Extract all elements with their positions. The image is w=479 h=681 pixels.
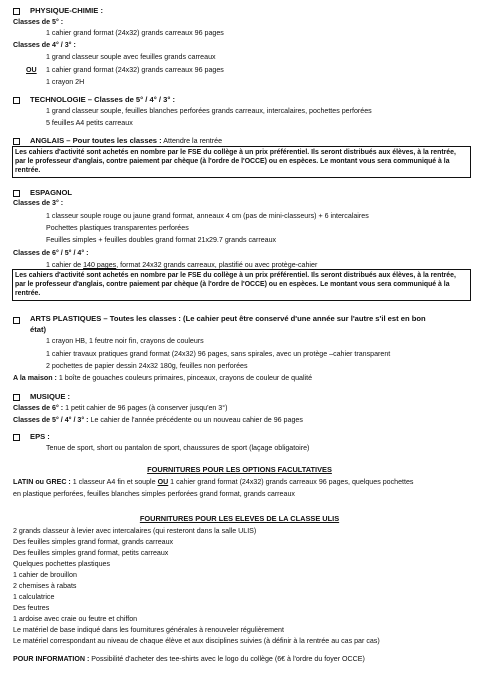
eps-title: EPS : [30, 432, 50, 441]
list-item: Le matériel correspondant au niveau de chaque élève et aux disciplines suivies (à définir à la rentrée au cas par cas) [13, 637, 380, 645]
checkbox-icon [13, 434, 20, 441]
physique-c43-label: Classes de 4° / 3° : [13, 41, 76, 49]
list-item: 2 chemises à rabats [13, 582, 77, 590]
physique-c5-item: 1 cahier grand format (24x32) grands carreaux 96 pages [46, 29, 224, 37]
ulis-heading: FOURNITURES POUR LES ELEVES DE LA CLASSE ULIS [139, 514, 340, 523]
pages-count: 140 pages [83, 261, 117, 269]
physique-title: PHYSIQUE-CHIMIE : [30, 6, 103, 15]
espagnol-c3-item2: Pochettes plastiques transparentes perforées [46, 224, 189, 232]
espagnol-c654-item: 1 cahier de 140 pages, format 24x32 grands carreaux, plastifié ou avec protège-cahier [46, 261, 318, 269]
musique-c6: Classes de 6° : 1 petit cahier de 96 pages (à conserver jusqu'en 3°) [13, 404, 228, 412]
espagnol-c3-item1: 1 classeur souple rouge ou jaune grand format, anneaux 4 cm (pas de mini-classeurs) + 6 intercalaires [46, 212, 369, 220]
anglais-header [30, 136, 222, 146]
list-item: 1 cahier de brouillon [13, 571, 77, 579]
arts-maison: A la maison : 1 boîte de gouaches couleurs primaires, pinceaux, crayons de couleur de qualité [13, 374, 313, 382]
techno-item1: 1 grand classeur souple, feuilles blanches perforées grands carreaux, intercalaires, pochettes perforées [46, 107, 372, 115]
espagnol-c3-item3: Feuilles simples + feuilles doubles grand format 21x29.7 grands carreaux [46, 236, 277, 244]
arts-item2: 1 cahier travaux pratiques grand format (24x32) 96 pages, sans spirales, avec un protège –cahier transparent [46, 350, 391, 358]
musique-c543: Classes de 5° / 4° / 3° : Le cahier de l'année précédente ou un nouveau cahier de 96 pages [13, 416, 303, 424]
arts-title-1: ARTS PLASTIQUES – Toutes les classes : (Le cahier peut être conservé d'une année sur l'autre s'il est en bon [30, 314, 426, 323]
list-item: Des feuilles simples grand format, grands carreaux [13, 538, 174, 546]
checkbox-icon [13, 394, 20, 401]
techno-item2: 5 feuilles A4 petits carreaux [46, 119, 133, 127]
anglais-title: ANGLAIS – Pour toutes les classes : [30, 136, 162, 145]
list-item: Des feutres [13, 604, 50, 612]
espagnol-c3-label: Classes de 3° : [13, 199, 64, 207]
list-item: 1 calculatrice [13, 593, 55, 601]
anglais-note: Attendre la rentrée [163, 137, 223, 145]
list-item: Quelques pochettes plastiques [13, 560, 111, 568]
physique-ou: OU [26, 66, 37, 74]
physique-c43-item1: 1 grand classeur souple avec feuilles grands carreaux [46, 53, 216, 61]
options-heading: FOURNITURES POUR LES OPTIONS FACULTATIVES [147, 465, 332, 474]
arts-title-2: état) [30, 325, 47, 334]
list-item: 2 grands classeur à levier avec intercalaires (qui resteront dans la salle ULIS) [13, 527, 257, 535]
checkbox-icon [13, 190, 20, 197]
espagnol-info-box: Les cahiers d'activité sont achetés en nombre par le FSE du collège à un prix préférentiel. Ils seront distribués aux élèves, à la rentrée, par le professeur d'anglais, contre paiement par chèque (à l'ordre de l'OCCE) ou en espèces. Le montant vous sera communiqué à la rentrée. [12, 269, 471, 301]
options-latin-line2: en plastique perforées, feuilles blanches simples perforées grand format, grands carreaux [13, 490, 295, 498]
physique-c5-label: Classes de 5° : [13, 18, 64, 26]
list-item: Des feuilles simples grand format, petits carreaux [13, 549, 169, 557]
checkbox-icon [13, 97, 20, 104]
list-item: 1 ardoise avec craie ou feutre et chiffon [13, 615, 138, 623]
options-latin-line1: LATIN ou GREC : 1 classeur A4 fin et souple OU 1 cahier grand format (24x32) grands carreaux 96 pages, quelques pochettes [13, 478, 414, 486]
checkbox-icon [13, 317, 20, 324]
checkbox-icon [13, 138, 20, 145]
arts-item1: 1 crayon HB, 1 feutre noir fin, crayons de couleurs [46, 337, 204, 345]
physique-c43-item2: 1 cahier grand format (24x32) grands carreaux 96 pages [46, 66, 224, 74]
eps-item: Tenue de sport, short ou pantalon de sport, chaussures de sport (laçage obligatoire) [46, 444, 310, 452]
espagnol-c654-label: Classes de 6° / 5° / 4° : [13, 249, 89, 257]
espagnol-title: ESPAGNOL [30, 188, 73, 197]
musique-title: MUSIQUE : [30, 392, 71, 401]
list-item: Le matériel de base indiqué dans les fournitures générales à renouveler régulièrement [13, 626, 284, 634]
techno-title: TECHNOLOGIE – Classes de 5° / 4° / 3° : [30, 95, 176, 104]
anglais-info-box: Les cahiers d'activité sont achetés en nombre par le FSE du collège à un prix préférentiel. Ils seront distribués aux élèves, à la rentrée, par le professeur d'anglais, contre paiement par chèque (à l'ordre de l'OCCE) ou en espèces. Le montant vous sera communiqué à la rentrée. [12, 146, 471, 178]
info-line: POUR INFORMATION : Possibilité d'acheter des tee-shirts avec le logo du collège (6€ à l'ordre du foyer OCCE) [13, 655, 365, 663]
physique-c43-item3: 1 crayon 2H [46, 78, 85, 86]
arts-item3: 2 pochettes de papier dessin 24x32 180g, feuilles non perforées [46, 362, 248, 370]
checkbox-icon [13, 8, 20, 15]
